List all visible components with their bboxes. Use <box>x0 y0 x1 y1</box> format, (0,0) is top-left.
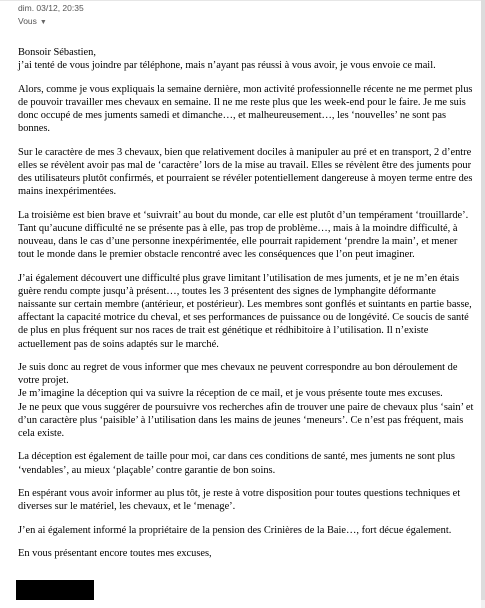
message-date: dim. 03/12, 20:35 <box>18 3 84 13</box>
closing-line: En vous présentant encore toutes mes excuses, <box>18 547 212 559</box>
paragraph-disappointment: La déception est également de taille pour moi, car dans ces conditions de santé, mes juments ne sont plus ‘vendables’, au mieux ‘plaçable’ contre garantie de bon soins. <box>18 451 455 476</box>
scrollbar-thumb[interactable] <box>481 0 485 600</box>
paragraph-activity: Alors, comme je vous expliquais la semaine dernière, mon activité professionnelle récente ne me permet plus de pouvoir travailler mes chevaux en semaine. Il ne me reste plus que les week-end pour le faire. Je me suis donc occupé de mes juments samedi et dimanche…, et malheureusement…, les ‘nouvelles’ ne sont pas bonnes. <box>18 83 473 135</box>
paragraph-health: J’ai également découvert une difficulté plus grave limitant l’utilisation de mes juments, et je ne m’en étais guère rendu compte jusqu’à présent…, toutes les 3 présentent des signes de lymphangite déformante naissante sur certain membre (antérieur, et postérieur). Les membres sont gonflés et suintants en partie basse, affectant la capacité motrice du cheval, et ses performances de puissance ou de longévité. Ce soucis de santé de plus en plus fréquent sur nos races de trait est génétique et rédhibitoire à l’utilisation. Il n’existe actuellement pas de soins adaptés sur le marché. <box>18 272 472 350</box>
paragraph-pension: J’en ai également informé la propriétaire de la pension des Crinières de la Baie…, fort décue également. <box>18 524 452 536</box>
intro-line: j’ai tenté de vous joindre par téléphone, mais n’ayant pas réussi à vous avoir, je vous envoie ce mail. <box>18 60 436 72</box>
paragraph-regret <box>18 361 476 440</box>
greeting: Bonsoir Sébastien, <box>18 47 96 58</box>
suggestion-line: Je ne peux que vous suggérer de poursuivre vos recherches afin de trouver une paire de chevaux plus ‘sain’ et d’un caractère plus ‘paisible’ à l’utilisation dans les mains de jeunes ‘meneurs’. Ce n’est pas fréquent, mais cela existe. <box>18 401 474 440</box>
email-body <box>18 46 476 570</box>
top-divider <box>0 0 485 1</box>
paragraph-third-horse: La troisième est bien brave et ‘suivrait’ au bout du monde, car elle est plutôt d’un tempérament ‘trouillarde’. Tant qu’aucune difficulté ne se présente pas à elle, pas trop de problème…, mais à la moindre difficulté, à nouveau, dans le cas d’une personne inexpérimentée, elle pourrait rapidement ‘prendre la main’, et mener tout le monde dans le premier obstacle rencontré avec les conséquences que l’on peut imaginer. <box>18 209 469 261</box>
apology-line: Je m’imagine la déception qui va suivre la réception de ce mail, et je vous présente toute mes excuses. <box>18 388 443 400</box>
paragraph-character: Sur le caractère de mes 3 chevaux, bien que relativement dociles à manipuler au pré et en transport, 2 d’entre elles se révèlent avoir pas mal de ‘caractère’ lors de la mise au travail. Elles se révèlent être des juments pour des utilisateurs plutôt confirmés, et pourraient se révéler potentiellement dangereuse à moyen terme entre des mains inexpérimentées. <box>18 146 473 198</box>
chevron-down-icon[interactable]: ▼ <box>39 19 47 26</box>
regret-line: Je suis donc au regret de vous informer que mes chevaux ne peuvent correspondre au bon déroulement de votre projet. <box>18 362 458 387</box>
opening-paragraph <box>18 46 476 72</box>
redacted-signature <box>16 580 94 600</box>
recipient-label[interactable]: Vous <box>18 16 37 26</box>
recipient-line[interactable] <box>18 16 47 26</box>
scrollbar-track[interactable] <box>481 0 485 608</box>
paragraph-availability: En espérant vous avoir informer au plus tôt, je reste à votre disposition pour toutes questions techniques et diverses sur le matériel, les chevaux, et le ‘menage’. <box>18 488 461 513</box>
